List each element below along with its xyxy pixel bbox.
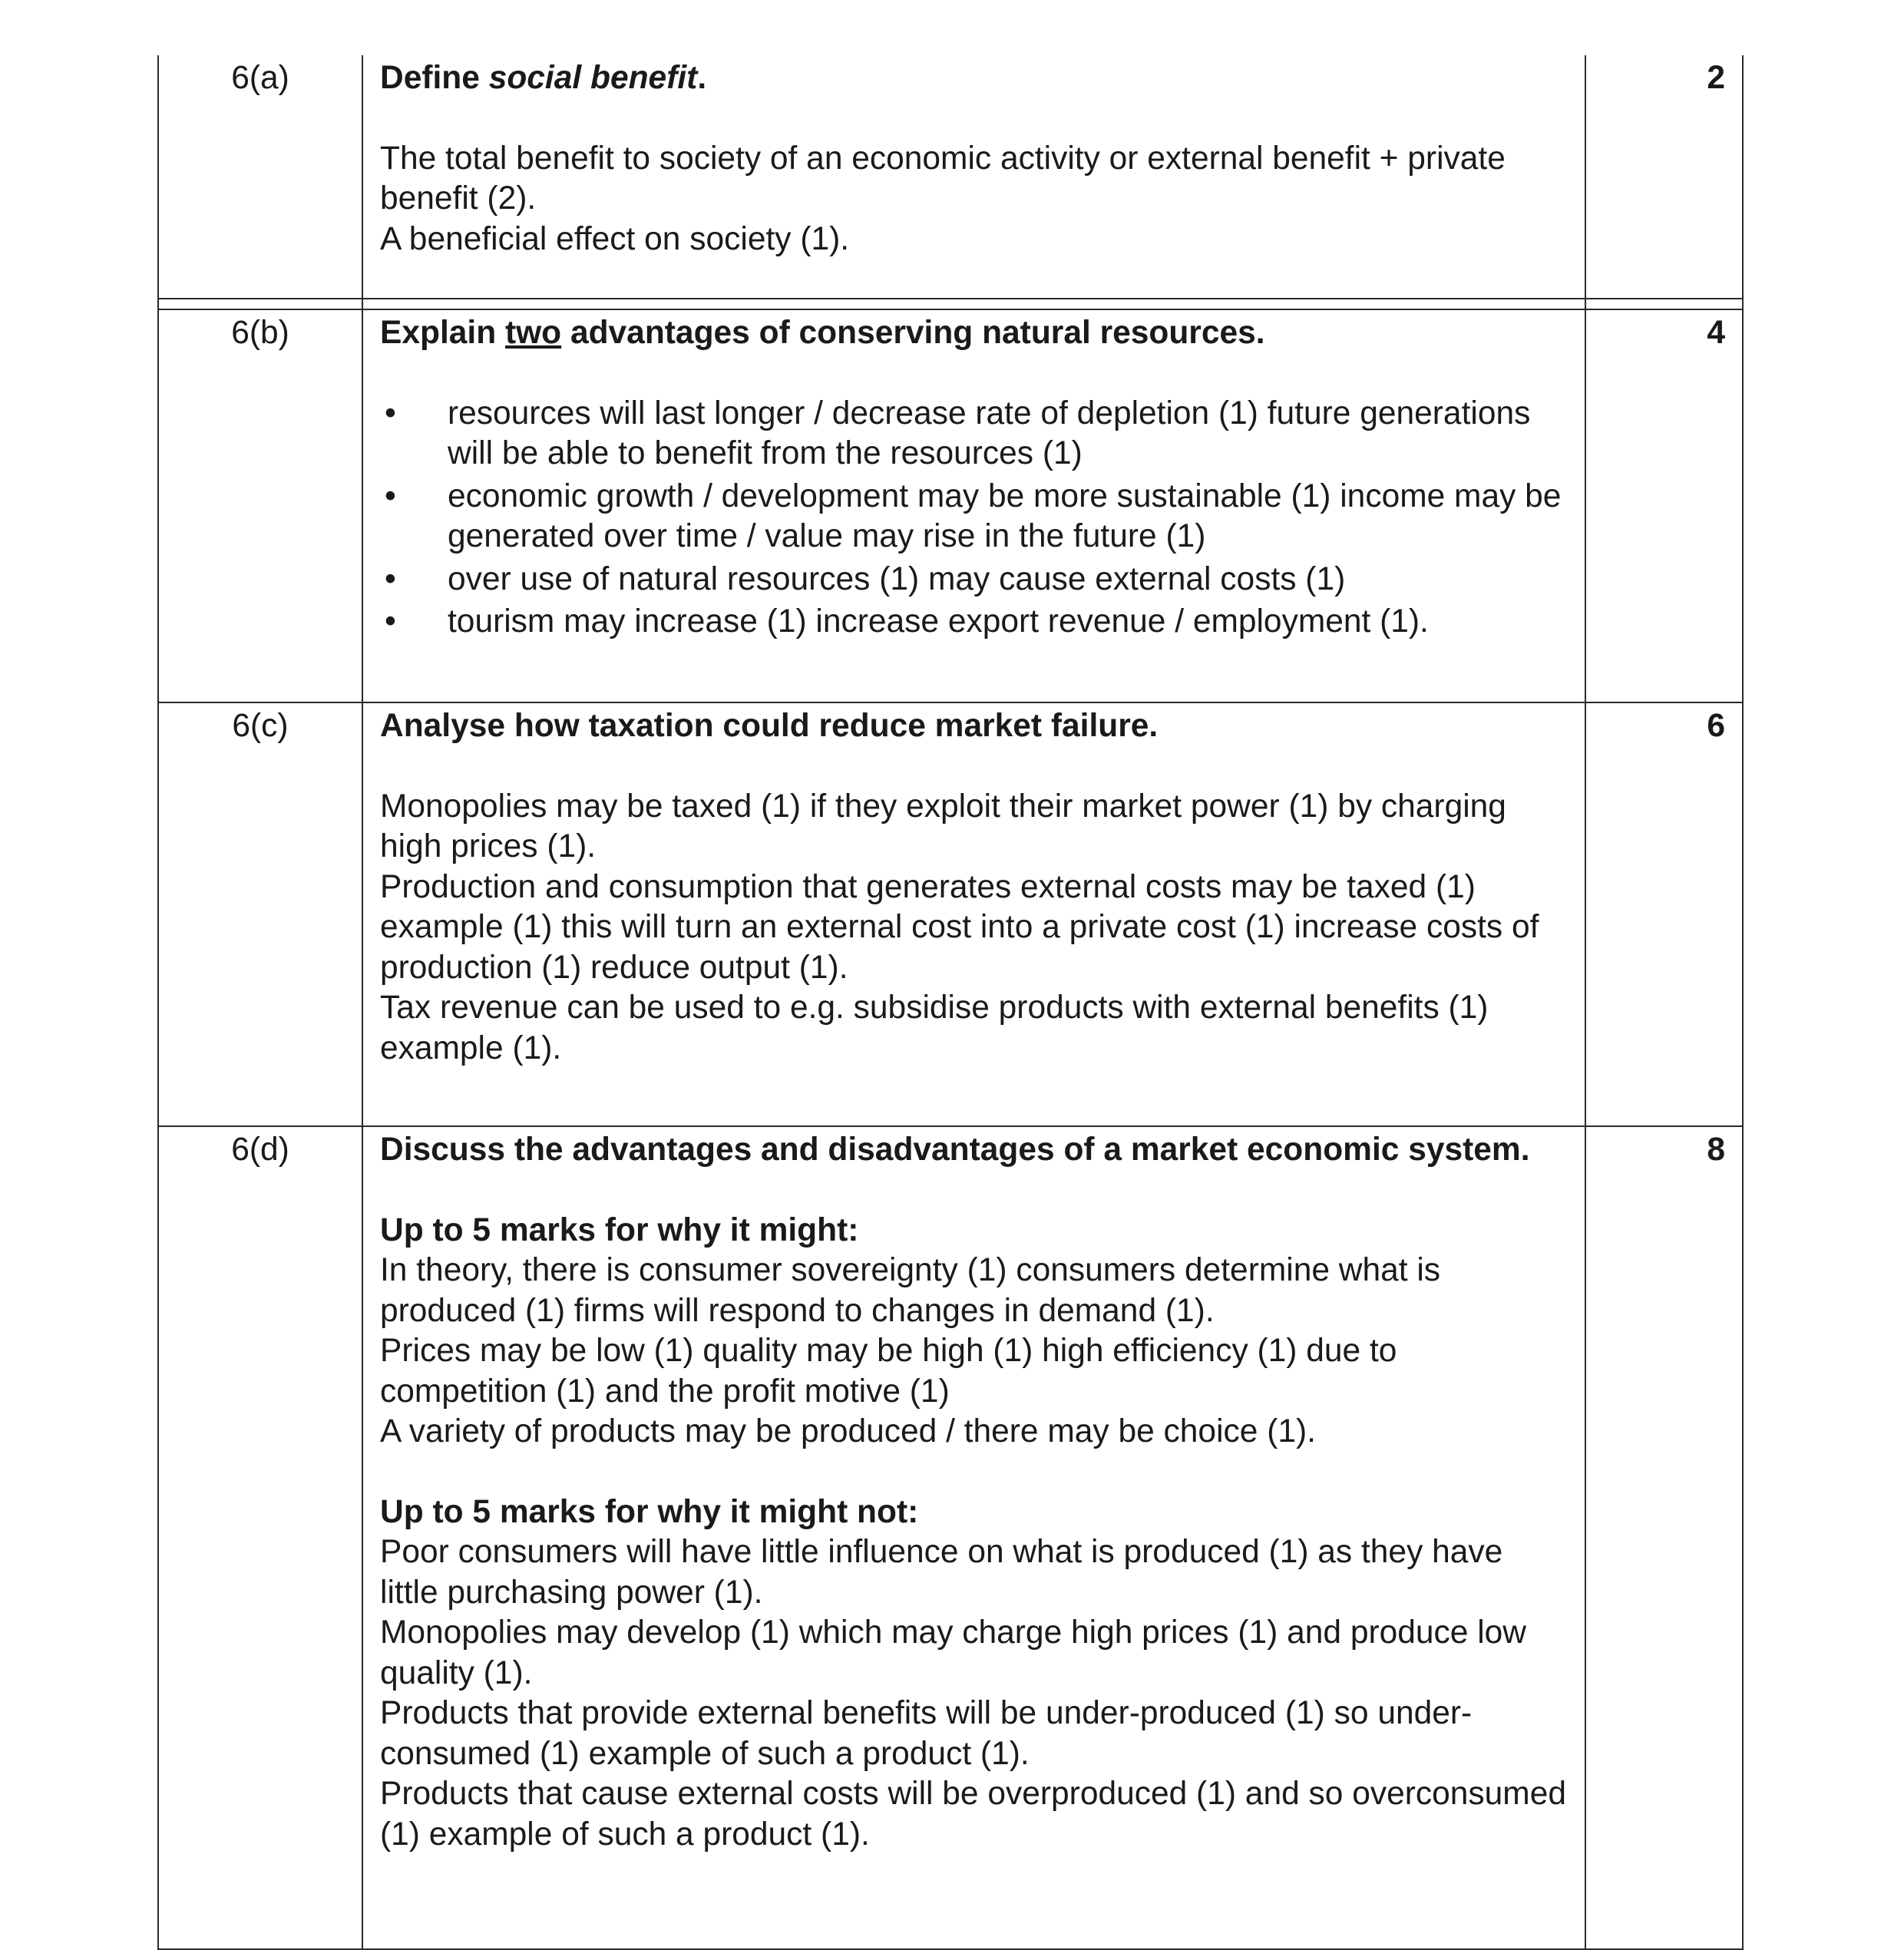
question-title (380, 58, 1569, 99)
marks-value: 6 (1585, 702, 1743, 1126)
answer-cell (362, 702, 1585, 1126)
question-row-6a (158, 55, 1743, 299)
list-item (380, 560, 1569, 600)
bullet-text: resources will last longer / decrease rate of depletion (1) future generations will be able to benefit from the resources (1) (448, 395, 1531, 471)
answer-paragraph: A beneficial effect on society (1). (380, 220, 850, 257)
bullet-text: over use of natural resources (1) may cause external costs (1) (448, 560, 1346, 597)
marks-value: 2 (1585, 55, 1743, 299)
question-title: Analyse how taxation could reduce market failure. (380, 708, 1159, 744)
bullet-icon: • (385, 395, 396, 431)
question-number: 6(a) (158, 55, 362, 299)
bullet-icon: • (385, 603, 396, 640)
section-heading-might: Up to 5 marks for why it might: (380, 1211, 859, 1248)
bullet-text: tourism may increase (1) increase export revenue / employment (1). (448, 603, 1429, 640)
title-text: advantages of conserving natural resources. (561, 315, 1265, 351)
question-row-6d (158, 1126, 1743, 1949)
answer-cell (362, 309, 1585, 702)
bullet-icon: • (385, 478, 396, 514)
answer-paragraph: Products that provide external benefits will be under-produced (1) so under-consumed (1) example of such a product (1). (380, 1695, 1473, 1772)
answer-cell (362, 1126, 1585, 1949)
list-item (380, 477, 1569, 557)
answer-paragraph: Products that cause external costs will be overproduced (1) and so overconsumed (1) example of such a product (1). (380, 1776, 1566, 1852)
list-item (380, 602, 1569, 643)
answer-paragraph: Monopolies may develop (1) which may charge high prices (1) and produce low quality (1). (380, 1615, 1526, 1691)
question-row-6b (158, 309, 1743, 702)
title-text: . (697, 60, 707, 96)
answer-paragraph: A variety of products may be produced / there may be choice (1). (380, 1413, 1316, 1449)
mark-scheme-table (157, 55, 1744, 1950)
bullet-text: economic growth / development may be more sustainable (1) income may be generated over time / value may rise in the future (1) (448, 478, 1562, 554)
question-number: 6(b) (158, 309, 362, 702)
question-title: Discuss the advantages and disadvantages of a market economic system. (380, 1132, 1530, 1168)
question-row-6c (158, 702, 1743, 1126)
answer-paragraph: Monopolies may be taxed (1) if they exploit their market power (1) by charging high prices (1). (380, 788, 1506, 864)
answer-paragraph: Tax revenue can be used to e.g. subsidise products with external benefits (1) example (1). (380, 990, 1489, 1066)
bullet-icon: • (385, 560, 396, 597)
marks-value: 4 (1585, 309, 1743, 702)
row-separator (158, 299, 1743, 309)
answer-bullet-list (380, 394, 1569, 643)
title-text: Define (380, 60, 489, 96)
question-number: 6(d) (158, 1126, 362, 1949)
answer-paragraph: Poor consumers will have little influence on what is produced (1) as they have little purchasing power (1). (380, 1534, 1503, 1611)
list-item (380, 394, 1569, 474)
question-number: 6(c) (158, 702, 362, 1126)
title-underlined: two (504, 315, 562, 351)
marks-value: 8 (1585, 1126, 1743, 1949)
answer-paragraph: Production and consumption that generates external costs may be taxed (1) example (1) this will turn an external cost into a private cost (1) increase costs of production (1) reduce output (1). (380, 868, 1539, 986)
answer-cell (362, 55, 1585, 299)
answer-paragraph: Prices may be low (1) quality may be high (1) high efficiency (1) due to competition (1) and the profit motive (1) (380, 1333, 1397, 1410)
answer-paragraph: The total benefit to society of an economic activity or external benefit + private benefit (2). (380, 140, 1506, 216)
question-title (380, 313, 1569, 354)
answer-paragraph: In theory, there is consumer sovereignty (1) consumers determine what is produced (1) firms will respond to changes in demand (1). (380, 1252, 1441, 1329)
title-emphasis: social benefit (488, 60, 698, 96)
section-heading-might-not: Up to 5 marks for why it might not: (380, 1493, 919, 1530)
title-text: Explain (380, 315, 505, 351)
